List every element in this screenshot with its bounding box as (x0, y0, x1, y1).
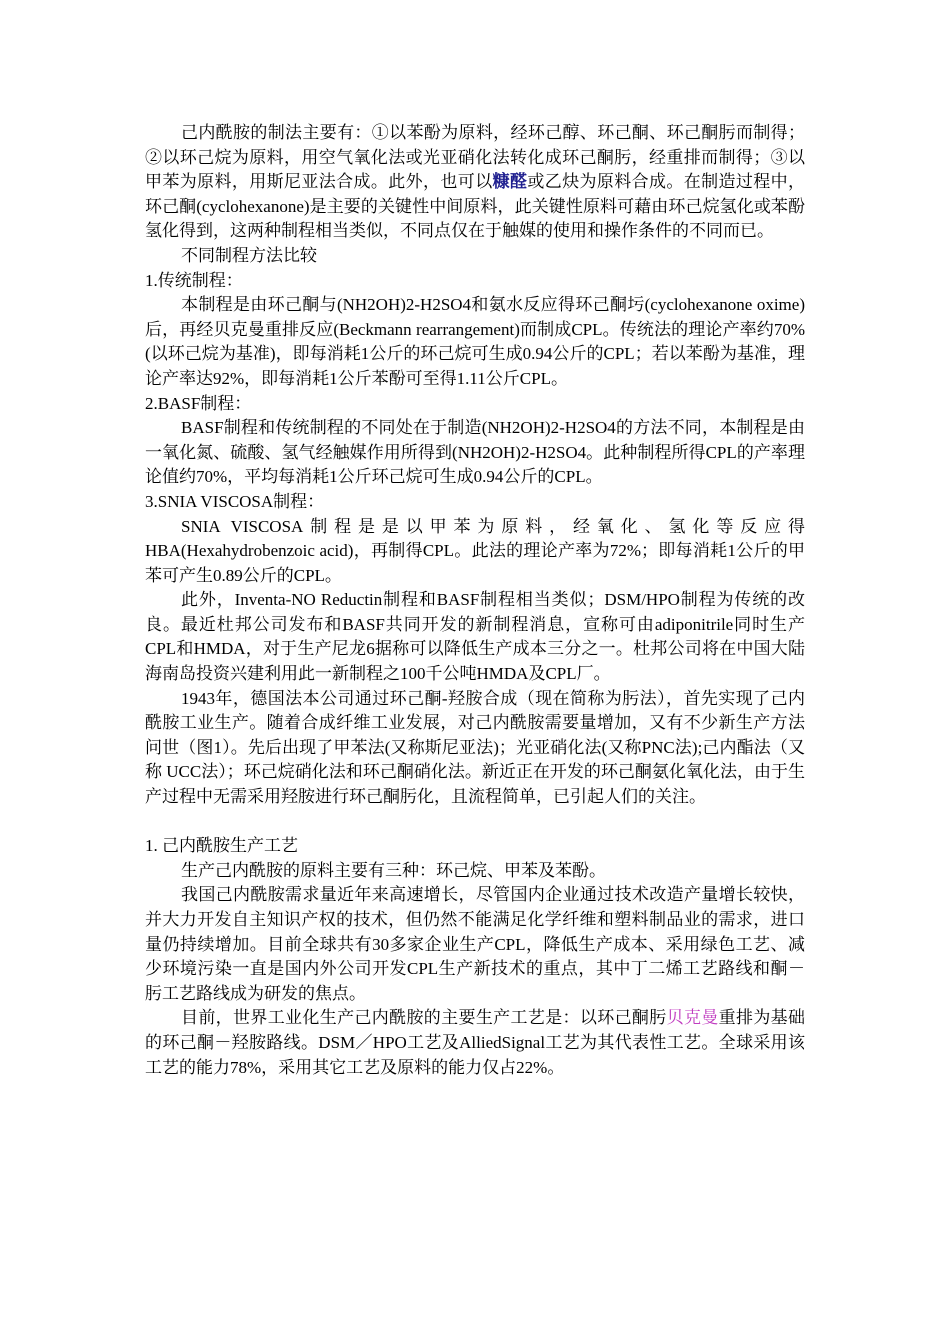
paragraph-raw-materials: 生产己内酰胺的原料主要有三种：环己烷、甲苯及苯酚。 (181, 860, 606, 880)
intro-text-after: 或乙炔为原料合成。在制造过程中，环己酮(cyclohexanone)是主要的关键性中间原料，此关键性原料可藉由环己烷氢化或苯酚氢化得到，这两种制程相当类似，不同点仅在于触媒的使用和操作条件的不同而已。 (145, 172, 806, 241)
paragraph-basf-process: BASF制程和传统制程的不同处在于制造(NH2OH)2-H2SO4的方法不同，本制程是由一氧化氮、硫酸、氢气经触媒作用所得到(NH2OH)2-H2SO4。此种制程所得CPL的产率理论值约70%，平均每消耗1公斤环己烷可生成0.94公斤的CPL。 (145, 418, 805, 487)
paragraph-current-process (145, 1006, 805, 1080)
heading-traditional-process: 1.传统制程： (145, 270, 243, 290)
paragraph-china-demand: 我国己内酰胺需求量近年来高速增长，尽管国内企业通过技术改造产量增长较快，并大力开发自主知识产权的技术，但仍然不能满足化学纤维和塑料制品业的需求，进口量仍持续增加。目前全球共有30多家企业生产CPL，降低生产成本、采用绿色工艺、减少环境污染一直是国内外公司开发CPL生产新技术的重点，其中丁二烯工艺路线和酮－肟工艺路线成为研发的焦点。 (145, 885, 805, 1003)
heading-section-1: 1. 己内酰胺生产工艺 (145, 836, 298, 856)
blank-line (145, 810, 805, 835)
link-furfural[interactable]: 糠醛 (492, 172, 528, 192)
paragraph-comparison-title: 不同制程方法比较 (181, 245, 317, 265)
current-text-before: 目前，世界工业化生产己内酰胺的主要生产工艺是：以环己酮肟 (181, 1008, 667, 1028)
paragraph-traditional-process: 本制程是由环己酮与(NH2OH)2-H2SO4和氨水反应得环己酮圬(cyclohexanone oxime)后，再经贝克曼重排反应(Beckmann rearrangement)而制成CPL。传统法的理论产率约70%(以环己烷为基准)，即每消耗1公斤的环己烷可生成0.94公斤的CPL；若以苯酚为基准，理论产率达92%，即每消耗1公斤苯酚可至得1.11公斤CPL。 (145, 295, 805, 388)
heading-snia-process: 3.SNIA VISCOSA制程： (145, 491, 325, 511)
link-beckmann[interactable]: 贝克曼 (666, 1008, 719, 1028)
paragraph-history: 1943年，德国法本公司通过环己酮-羟胺合成（现在简称为肟法），首先实现了己内酰胺工业生产。随着合成纤维工业发展，对己内酰胺需要量增加，又有不少新生产方法问世（图1）。先后出现了甲苯法(又称斯尼亚法)；光亚硝化法(又称PNC法);己内酯法（又称 UCC法）；环己烷硝化法和环己酮硝化法。新近正在开发的环己酮氨化氧化法，由于生产过程中无需采用羟胺进行环己酮肟化，且流程简单，已引起人们的关注。 (145, 688, 805, 807)
heading-basf-process: 2.BASF制程： (145, 393, 252, 413)
paragraph-intro (145, 121, 805, 244)
paragraph-other-processes: 此外，Inventa-NO Reductin制程和BASF制程相当类似；DSM/HPO制程为传统的改良。最近杜邦公司发布和BASF共同开发的新制程消息，宣称可由adiponitrile同时生产CPL和HMDA，对于生产尼龙6据称可以降低生产成本三分之一。杜邦公司将在中国大陆海南岛投资兴建利用此一新制程之100千公吨HMDA及CPL厂。 (145, 590, 805, 684)
document-page (145, 121, 805, 1080)
intro-text-before: 己内酰胺的制法主要有：①以苯酚为原料，经环己醇、环己酮、环己酮肟而制得；②以环己烷为原料，用空气氧化法或光亚硝化法转化成环己酮肟，经重排而制得；③以甲苯为原料，用斯尼亚法合成。此外，也可以 (145, 123, 805, 192)
paragraph-snia-process: SNIA VISCOSA制程是是以甲苯为原料，经氧化、氢化等反应得HBA(Hexahydrobenzoic acid)，再制得CPL。此法的理论产率为72%；即每消耗1公斤的甲苯可产生0.89公斤的CPL。 (145, 516, 805, 585)
current-text-after: 重排为基础的环己酮－羟胺路线。DSM／HPO工艺及AlliedSignal工艺为其代表性工艺。全球采用该工艺的能力78%，采用其它工艺及原料的能力仅占22%。 (145, 1008, 806, 1077)
